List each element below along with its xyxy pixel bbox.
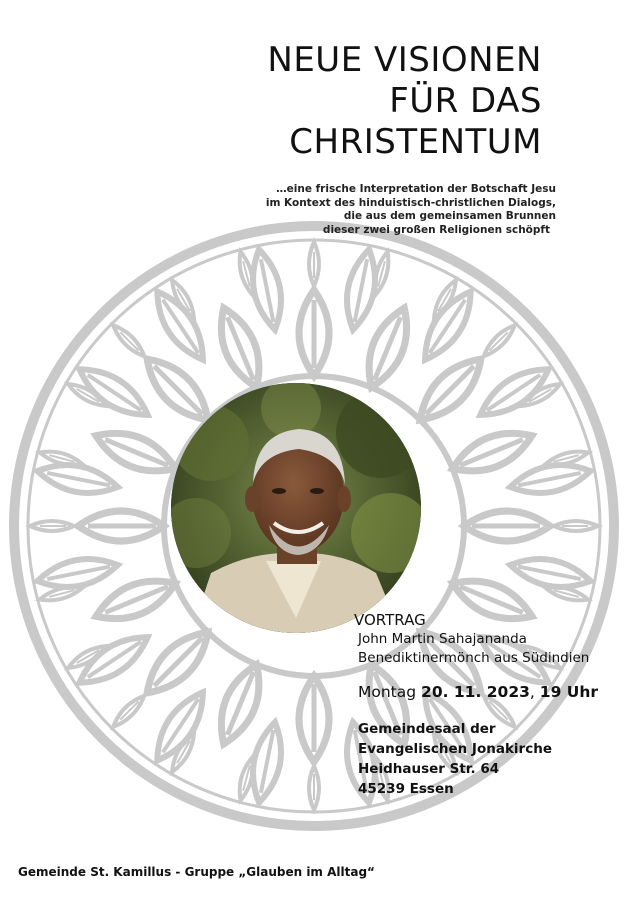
event-venue <box>358 719 552 799</box>
talk-info <box>354 611 589 668</box>
date-day: 20. 11. 2023 <box>421 683 530 701</box>
venue-line-4: 45239 Essen <box>358 781 454 797</box>
subtitle-line-1: …eine frische Interpretation der Botschaft Jesu <box>276 183 556 195</box>
title-line-1: NEUE VISIONEN <box>267 40 542 80</box>
subtitle-line-2: im Kontext des hinduistisch-christlichen Dialogs, <box>265 196 556 209</box>
date-time: 19 Uhr <box>539 683 599 701</box>
poster-subtitle <box>266 183 556 237</box>
organizer-footer: Gemeinde St. Kamillus - Gruppe „Glauben im Alltag“ <box>18 865 375 879</box>
subtitle-line-3: die aus dem gemeinsamen Brunnen <box>343 210 556 222</box>
title-line-2: FÜR DAS <box>389 81 542 121</box>
talk-label: VORTRAG <box>354 611 426 629</box>
speaker-role: Benediktinermönch aus Südindien <box>358 650 590 666</box>
speaker-name: John Martin Sahajananda <box>358 631 527 647</box>
poster-title <box>267 40 542 163</box>
date-weekday: Montag <box>358 683 417 701</box>
subtitle-line-4: dieser zwei großen Religionen schöpft <box>322 223 550 236</box>
speaker-portrait <box>171 383 421 633</box>
title-line-3: CHRISTENTUM <box>289 122 542 162</box>
date-separator: , <box>529 683 535 701</box>
venue-line-2: Evangelischen Jonakirche <box>358 741 552 757</box>
venue-line-1: Gemeindesaal der <box>358 721 496 737</box>
venue-line-3: Heidhauser Str. 64 <box>358 761 500 777</box>
event-date <box>358 683 598 701</box>
